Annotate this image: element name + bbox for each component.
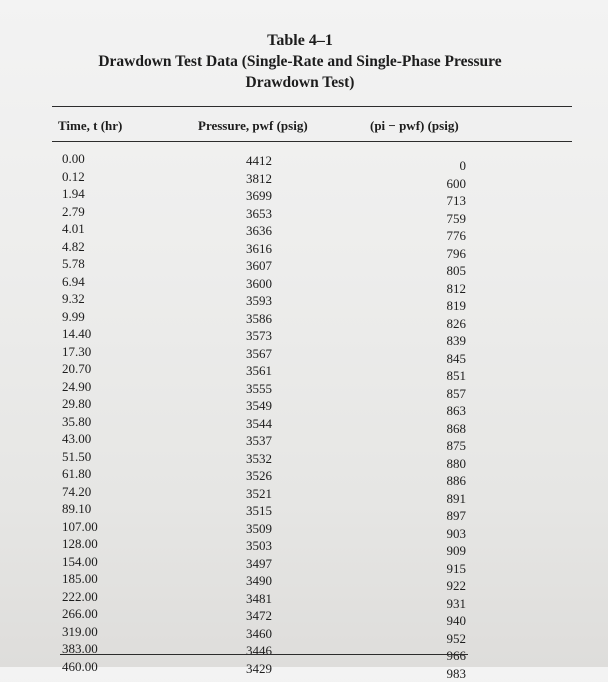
difference-cell: 851: [410, 367, 466, 385]
time-cell: 460.00: [62, 658, 98, 676]
pressure-column: [246, 152, 272, 677]
header-difference: (pi − pwf) (psig): [370, 118, 459, 134]
time-cell: 266.00: [62, 605, 98, 623]
time-cell: 319.00: [62, 623, 98, 641]
pressure-cell: 3503: [246, 537, 272, 555]
time-cell: 5.78: [62, 255, 98, 273]
time-cell: 89.10: [62, 500, 98, 518]
pressure-cell: 3460: [246, 625, 272, 643]
time-cell: 154.00: [62, 553, 98, 571]
difference-cell: 826: [410, 315, 466, 333]
difference-cell: 868: [410, 420, 466, 438]
difference-cell: 880: [410, 455, 466, 473]
difference-cell: 909: [410, 542, 466, 560]
time-cell: 14.40: [62, 325, 98, 343]
difference-cell: 845: [410, 350, 466, 368]
table-title-line1: Drawdown Test Data (Single-Rate and Single-Phase Pressure: [40, 51, 560, 72]
pressure-cell: 3481: [246, 590, 272, 608]
time-cell: 9.99: [62, 308, 98, 326]
pressure-cell: 3586: [246, 310, 272, 328]
time-cell: 9.32: [62, 290, 98, 308]
difference-cell: 600: [410, 175, 466, 193]
difference-cell: 931: [410, 595, 466, 613]
time-cell: 128.00: [62, 535, 98, 553]
table-number: Table 4–1: [40, 30, 560, 51]
pressure-cell: 3532: [246, 450, 272, 468]
header-pressure: Pressure, pwf (psig): [198, 118, 308, 134]
time-cell: 4.01: [62, 220, 98, 238]
difference-cell: 819: [410, 297, 466, 315]
difference-cell: 857: [410, 385, 466, 403]
difference-cell: 966: [410, 647, 466, 665]
pressure-cell: 3561: [246, 362, 272, 380]
pressure-cell: 3446: [246, 642, 272, 660]
table-title-line2: Drawdown Test): [40, 72, 560, 93]
time-cell: 383.00: [62, 640, 98, 658]
difference-cell: 805: [410, 262, 466, 280]
time-cell: 6.94: [62, 273, 98, 291]
time-cell: 35.80: [62, 413, 98, 431]
time-cell: 24.90: [62, 378, 98, 396]
time-cell: 20.70: [62, 360, 98, 378]
pressure-cell: 3490: [246, 572, 272, 590]
time-cell: 185.00: [62, 570, 98, 588]
pressure-cell: 3544: [246, 415, 272, 433]
time-column: [62, 150, 98, 675]
pressure-cell: 3567: [246, 345, 272, 363]
pressure-cell: 3515: [246, 502, 272, 520]
time-cell: 2.79: [62, 203, 98, 221]
time-cell: 107.00: [62, 518, 98, 536]
pressure-cell: 3429: [246, 660, 272, 678]
difference-cell: 713: [410, 192, 466, 210]
pressure-cell: 3537: [246, 432, 272, 450]
difference-cell: 897: [410, 507, 466, 525]
difference-cell: 922: [410, 577, 466, 595]
time-cell: 222.00: [62, 588, 98, 606]
time-cell: 43.00: [62, 430, 98, 448]
pressure-cell: 3521: [246, 485, 272, 503]
time-cell: 4.82: [62, 238, 98, 256]
difference-column: [410, 157, 466, 682]
pressure-cell: 3607: [246, 257, 272, 275]
difference-cell: 886: [410, 472, 466, 490]
difference-cell: 915: [410, 560, 466, 578]
time-cell: 0.12: [62, 168, 98, 186]
pressure-cell: 3497: [246, 555, 272, 573]
time-cell: 0.00: [62, 150, 98, 168]
difference-cell: 863: [410, 402, 466, 420]
pressure-cell: 3555: [246, 380, 272, 398]
difference-cell: 952: [410, 630, 466, 648]
difference-cell: 776: [410, 227, 466, 245]
bottom-rule: [60, 654, 468, 655]
difference-cell: 983: [410, 665, 466, 682]
difference-cell: 903: [410, 525, 466, 543]
difference-cell: 875: [410, 437, 466, 455]
pressure-cell: 3526: [246, 467, 272, 485]
difference-cell: 839: [410, 332, 466, 350]
difference-cell: 940: [410, 612, 466, 630]
time-cell: 29.80: [62, 395, 98, 413]
difference-cell: 796: [410, 245, 466, 263]
pressure-cell: 3600: [246, 275, 272, 293]
top-rule: [52, 106, 572, 107]
time-cell: 74.20: [62, 483, 98, 501]
pressure-cell: 3812: [246, 170, 272, 188]
time-cell: 61.80: [62, 465, 98, 483]
difference-cell: 759: [410, 210, 466, 228]
time-cell: 17.30: [62, 343, 98, 361]
pressure-cell: 4412: [246, 152, 272, 170]
difference-cell: 812: [410, 280, 466, 298]
header-time: Time, t (hr): [58, 118, 122, 134]
time-cell: 1.94: [62, 185, 98, 203]
pressure-cell: 3472: [246, 607, 272, 625]
table-caption: [40, 30, 560, 93]
pressure-cell: 3616: [246, 240, 272, 258]
difference-cell: 891: [410, 490, 466, 508]
pressure-cell: 3636: [246, 222, 272, 240]
time-cell: 51.50: [62, 448, 98, 466]
pressure-cell: 3699: [246, 187, 272, 205]
header-rule: [52, 141, 572, 142]
pressure-cell: 3593: [246, 292, 272, 310]
pressure-cell: 3509: [246, 520, 272, 538]
difference-cell: 0: [410, 157, 466, 175]
pressure-cell: 3653: [246, 205, 272, 223]
pressure-cell: 3549: [246, 397, 272, 415]
pressure-cell: 3573: [246, 327, 272, 345]
